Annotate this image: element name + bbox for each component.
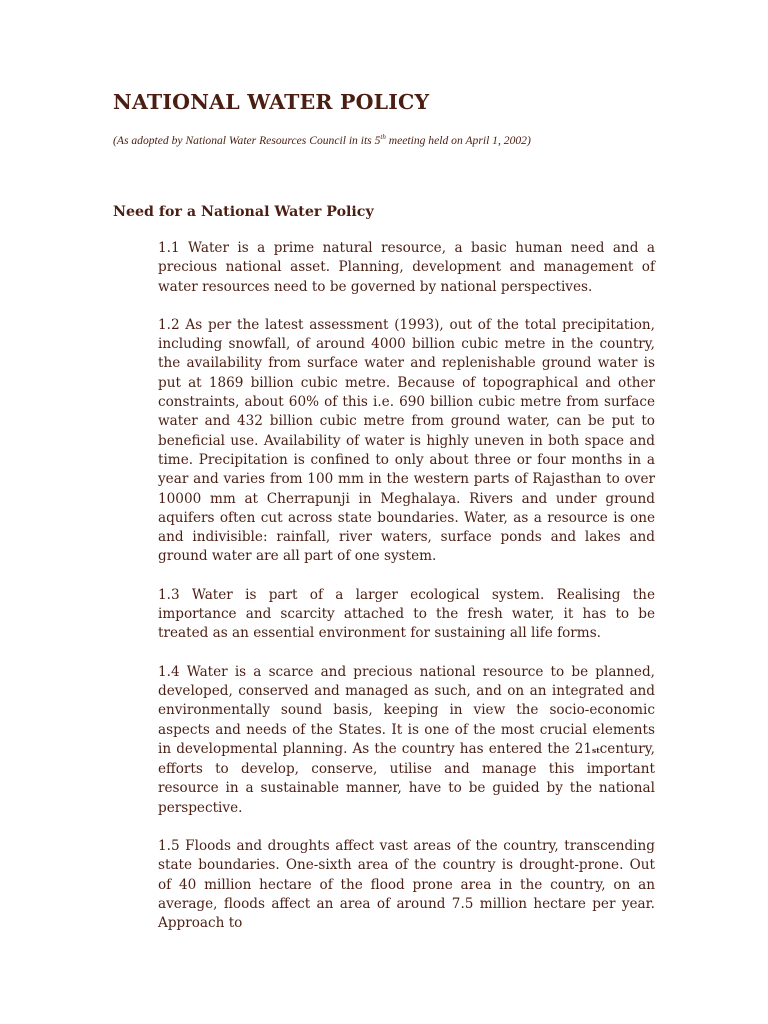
subtitle-text-start: (As adopted by National Water Resources Council in its 5	[113, 134, 381, 147]
paragraph-1-4-text-end: century, efforts to develop, conserve, utilise and manage this important resource in a sustainable manner, have to be guided by the national perspective.	[158, 740, 655, 816]
paragraph-1-3: 1.3 Water is part of a larger ecological system. Realising the importance and scarcity attached to the fresh water, it has to be treated as an essential environment for sustaining all life forms.	[158, 586, 655, 642]
paragraph-1-5: 1.5 Floods and droughts affect vast areas of the country, transcending state boundaries. One-sixth area of the country is drought-prone. Out of 40 million hectare of the flood prone area in the country, on an average, floods affect an area of around 7.5 million hectare per year. Approach to	[158, 838, 655, 932]
paragraph-1-4	[158, 663, 655, 818]
paragraph-1-4-ordinal-suffix: st	[592, 745, 600, 755]
subtitle-ordinal-suffix: th	[380, 133, 386, 142]
subtitle-text-end: meeting held on April 1, 2002)	[385, 134, 531, 147]
document-subtitle	[113, 134, 531, 147]
section-heading: Need for a National Water Policy	[113, 204, 374, 220]
body-text	[158, 239, 655, 953]
paragraph-1-1: 1.1 Water is a prime natural resource, a basic human need and a precious national asset. Planning, development and management of water resources need to be governed by national perspectives.	[158, 240, 655, 295]
document-title: NATIONAL WATER POLICY	[113, 90, 430, 114]
paragraph-1-4-text-start: 1.4 Water is a scarce and precious national resource to be planned, developed, conserved and managed as such, and on an integrated and environmentally sound basis, keeping in view the socio-economic aspects and needs of the States. It is one of the most crucial elements in developmental planning. As the country has entered the 21	[158, 663, 655, 757]
paragraph-1-2: 1.2 As per the latest assessment (1993), out of the total precipitation, including snowfall, of around 4000 billion cubic metre in the country, the availability from surface water and replenishable ground water is put at 1869 billion cubic metre. Because of topographical and other constraints, about 60% of this i.e. 690 billion cubic metre from surface water and 432 billion cubic metre from ground water, can be put to beneficial use. Availability of water is highly uneven in both space and time. Precipitation is confined to only about three or four months in a year and varies from 100 mm in the western parts of Rajasthan to over 10000 mm at Cherrapunji in Meghalaya. Rivers and under ground aquifers often cut across state boundaries. Water, as a resource is one and indivisible: rainfall, river waters, surface ponds and lakes and ground water are all part of one system.	[158, 316, 655, 565]
